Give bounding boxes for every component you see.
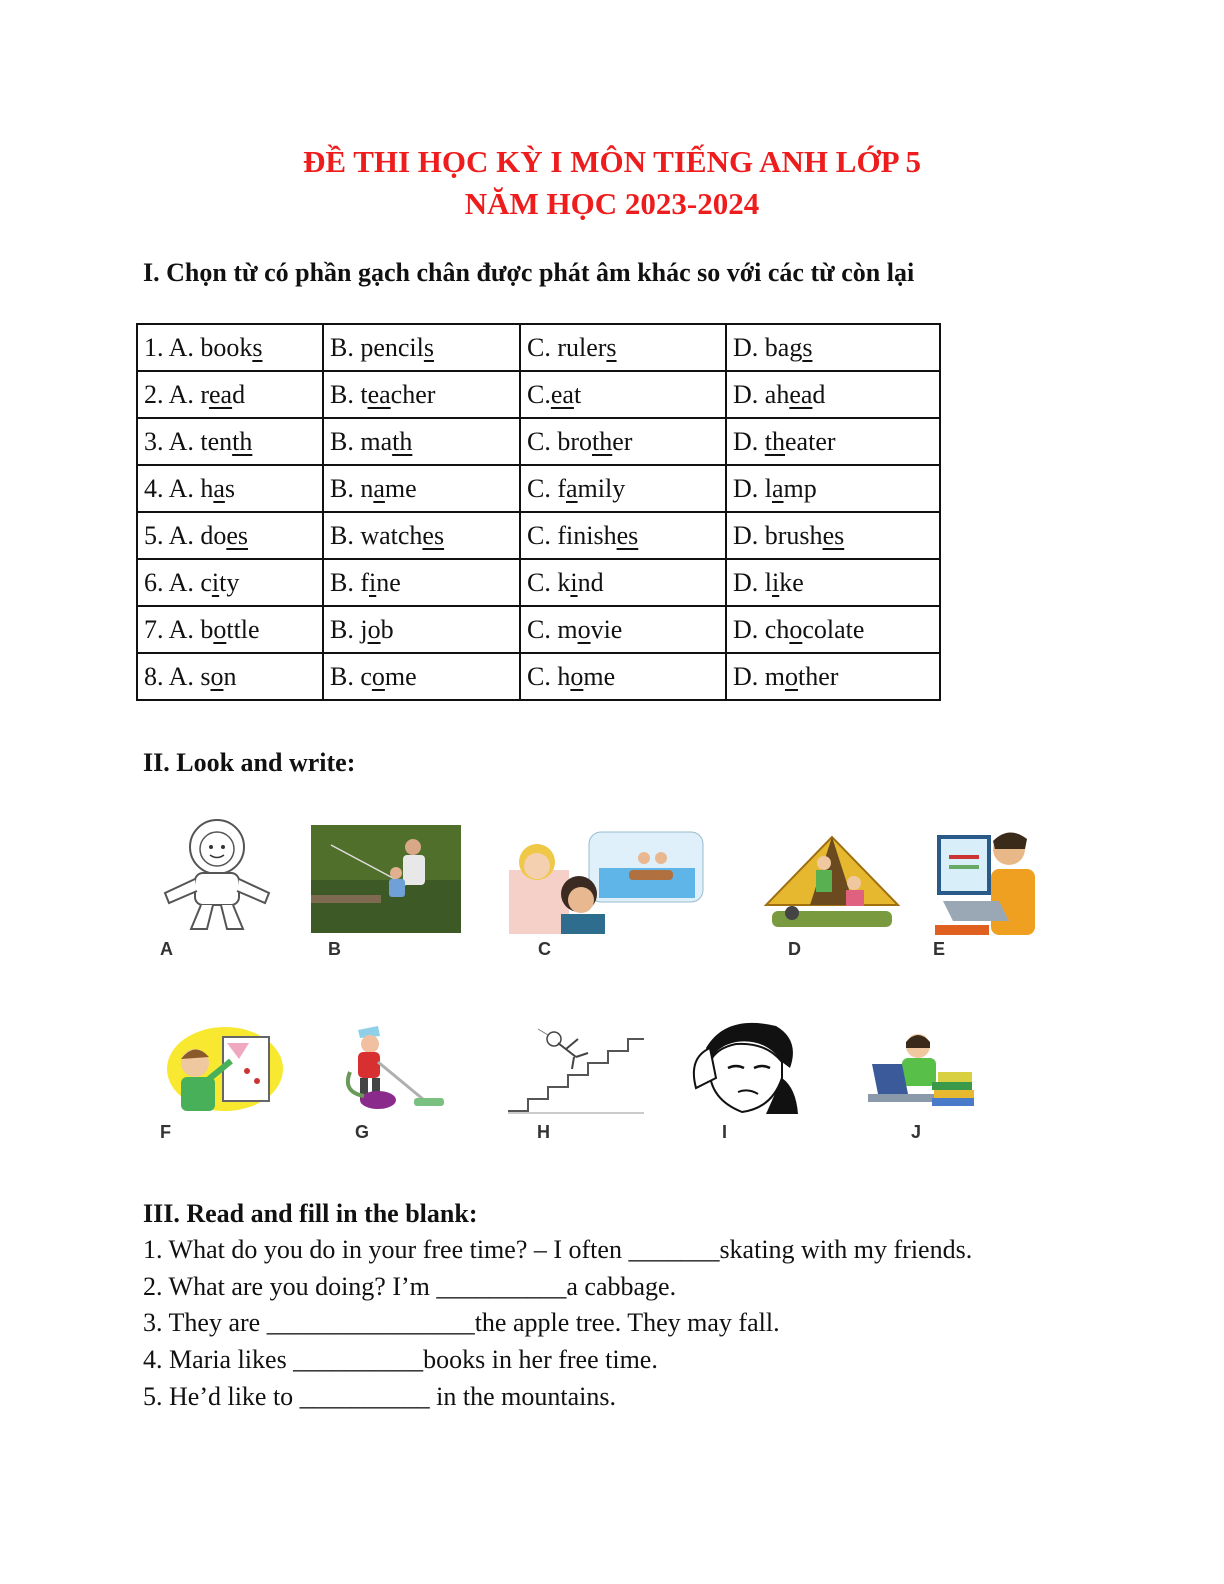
word-suffix: ne — [376, 567, 401, 597]
table-row — [137, 371, 940, 418]
word-suffix: colate — [802, 614, 865, 644]
word-suffix: me — [384, 473, 417, 503]
picture-label-i: I — [722, 1122, 728, 1142]
table-cell — [137, 606, 323, 653]
picture-label-e: E — [933, 939, 946, 959]
table-cell — [137, 371, 323, 418]
word-suffix: d — [812, 379, 826, 409]
underlined-segment: es — [616, 520, 639, 550]
underlined-segment: s — [802, 332, 813, 362]
pronunciation-table — [136, 323, 941, 701]
table-cell — [520, 324, 726, 371]
table-cell — [137, 512, 323, 559]
underlined-segment: i — [570, 567, 578, 597]
table-row — [137, 512, 940, 559]
underlined-segment: o — [577, 614, 591, 644]
underlined-segment: i — [211, 567, 220, 597]
word-prefix: C. m — [527, 614, 578, 644]
underlined-segment: o — [789, 614, 803, 644]
word-prefix: C. finish — [527, 520, 617, 550]
word-suffix: eater — [785, 426, 836, 456]
underlined-segment: i — [369, 567, 377, 597]
table-cell — [520, 606, 726, 653]
picture-label-d: D — [788, 939, 801, 959]
word-prefix: C. bro — [527, 426, 592, 456]
picture-label-f: F — [160, 1122, 171, 1142]
word-prefix: B. c — [330, 661, 372, 691]
word-prefix: D. l — [733, 567, 772, 597]
picture-label-h: H — [537, 1122, 550, 1142]
word-prefix: B. j — [330, 614, 368, 644]
word-prefix: C. h — [527, 661, 571, 691]
table-cell — [323, 418, 520, 465]
fill-in-line-3: 3. They are ________________the apple tree. They may fall. — [143, 1308, 780, 1338]
table-cell — [520, 653, 726, 700]
table-cell — [726, 653, 940, 700]
underlined-segment: es — [226, 520, 249, 550]
word-suffix: er — [612, 426, 633, 456]
table-cell — [323, 324, 520, 371]
table-cell — [726, 465, 940, 512]
word-prefix: D. m — [733, 661, 785, 691]
word-prefix: 6. A. c — [144, 567, 212, 597]
word-suffix: n — [223, 661, 237, 691]
table-row — [137, 606, 940, 653]
table-cell — [520, 418, 726, 465]
underlined-segment: ea — [789, 379, 813, 409]
table-cell — [323, 559, 520, 606]
word-prefix: 1. A. book — [144, 332, 253, 362]
word-prefix: C. — [527, 379, 551, 409]
word-prefix: D. ah — [733, 379, 790, 409]
word-suffix: d — [232, 379, 246, 409]
underlined-segment: o — [570, 661, 584, 691]
word-suffix: vie — [590, 614, 623, 644]
underlined-segment: th — [232, 426, 253, 456]
fill-in-line-4: 4. Maria likes __________books in her free time. — [143, 1345, 658, 1375]
underlined-segment: th — [764, 426, 786, 456]
section2-heading: II. Look and write: — [143, 748, 356, 777]
underlined-segment: ea — [209, 379, 233, 409]
table-cell — [726, 606, 940, 653]
underlined-segment: o — [367, 614, 381, 644]
table-row — [137, 465, 940, 512]
word-prefix: B. f — [330, 567, 369, 597]
word-suffix: t — [573, 379, 582, 409]
table-cell — [323, 653, 520, 700]
underlined-segment: es — [822, 520, 845, 550]
word-prefix: D. l — [733, 473, 772, 503]
word-suffix: nd — [577, 567, 604, 597]
word-prefix: 8. A. s — [144, 661, 211, 691]
word-suffix: mily — [577, 473, 626, 503]
underlined-segment: o — [213, 614, 227, 644]
word-suffix: mp — [783, 473, 817, 503]
word-suffix: ty — [219, 567, 240, 597]
underlined-segment: s — [423, 332, 434, 362]
picture-b-fishing — [311, 825, 461, 933]
table-cell — [520, 512, 726, 559]
picture-a-astronaut — [155, 815, 280, 933]
picture-c-conversation — [509, 830, 705, 934]
word-prefix: 4. A. h — [144, 473, 214, 503]
word-prefix: B. watch — [330, 520, 423, 550]
picture-label-j: J — [911, 1122, 922, 1142]
table-cell — [726, 324, 940, 371]
page-title: ĐỀ THI HỌC KỲ I MÔN TIẾNG ANH LỚP 5 — [302, 144, 922, 179]
word-prefix: B. ma — [330, 426, 393, 456]
table-cell — [726, 371, 940, 418]
picture-g-vacuuming — [338, 1022, 450, 1112]
fill-in-line-1: 1. What do you do in your free time? – I often _______skating with my friends. — [143, 1235, 973, 1264]
word-prefix: 7. A. b — [144, 614, 214, 644]
word-prefix: C. f — [527, 473, 566, 503]
table-row — [137, 559, 940, 606]
table-cell — [323, 371, 520, 418]
table-cell — [137, 324, 323, 371]
picture-h-stairs — [508, 1025, 644, 1115]
underlined-segment: a — [373, 473, 385, 503]
word-suffix: cher — [390, 379, 436, 409]
table-cell — [726, 512, 940, 559]
underlined-segment: o — [371, 661, 385, 691]
underlined-segment: th — [592, 426, 613, 456]
fill-in-lines — [143, 1232, 972, 1416]
picture-label-g: G — [355, 1122, 370, 1142]
underlined-segment: s — [252, 332, 263, 362]
underlined-segment: th — [392, 426, 413, 456]
underlined-segment: a — [566, 473, 578, 503]
word-prefix: B. pencil — [330, 332, 424, 362]
picture-f-drawing — [165, 1023, 287, 1113]
word-prefix: 5. A. do — [144, 520, 227, 550]
word-suffix: ther — [798, 661, 839, 691]
table-row — [137, 418, 940, 465]
table-cell — [726, 559, 940, 606]
table-cell — [520, 465, 726, 512]
underlined-segment: ea — [367, 379, 391, 409]
word-prefix: D. brush — [733, 520, 823, 550]
underlined-segment: i — [772, 567, 780, 597]
table-cell — [323, 512, 520, 559]
table-row — [137, 324, 940, 371]
word-prefix: C. ruler — [527, 332, 607, 362]
table-cell — [520, 371, 726, 418]
table-cell — [726, 418, 940, 465]
underlined-segment: es — [422, 520, 445, 550]
page-subtitle: NĂM HỌC 2023-2024 — [464, 186, 760, 221]
underlined-segment: a — [772, 473, 784, 503]
word-prefix: B. n — [330, 473, 374, 503]
word-prefix: B. t — [330, 379, 368, 409]
table-cell — [137, 465, 323, 512]
word-suffix: ke — [779, 567, 804, 597]
picture-e-computer — [935, 825, 1039, 935]
picture-j-studying — [868, 1030, 980, 1112]
underlined-segment: a — [213, 473, 225, 503]
underlined-segment: o — [785, 661, 798, 691]
table-cell — [323, 465, 520, 512]
word-prefix: D. bag — [733, 332, 803, 362]
table-row — [137, 653, 940, 700]
table-cell — [323, 606, 520, 653]
word-suffix: b — [380, 614, 394, 644]
word-suffix: ttle — [226, 614, 260, 644]
underlined-segment: o — [210, 661, 224, 691]
word-suffix: s — [224, 473, 236, 503]
picture-i-headache — [686, 1018, 802, 1116]
table-cell — [137, 653, 323, 700]
fill-in-line-5: 5. He’d like to __________ in the mountains. — [143, 1381, 617, 1411]
section1-heading: I. Chọn từ có phần gạch chân được phát âm khác so với các từ còn lại — [143, 258, 915, 287]
word-prefix: D. ch — [733, 614, 790, 644]
section3-heading: III. Read and fill in the blank: — [143, 1199, 478, 1228]
picture-d-camping — [762, 833, 902, 933]
word-suffix: me — [583, 661, 616, 691]
word-suffix: me — [384, 661, 417, 691]
underlined-segment: s — [606, 332, 617, 362]
underlined-segment: ea — [550, 379, 574, 409]
picture-label-a: A — [160, 939, 173, 959]
word-prefix: 2. A. r — [144, 379, 209, 409]
picture-label-b: B — [328, 939, 341, 959]
word-prefix: D. — [733, 426, 765, 456]
table-cell — [137, 559, 323, 606]
table-cell — [520, 559, 726, 606]
picture-label-c: C — [538, 939, 551, 959]
table-cell — [137, 418, 323, 465]
fill-in-line-2: 2. What are you doing? I’m __________a cabbage. — [143, 1271, 677, 1301]
word-prefix: C. k — [527, 567, 571, 597]
word-prefix: 3. A. ten — [144, 426, 233, 456]
